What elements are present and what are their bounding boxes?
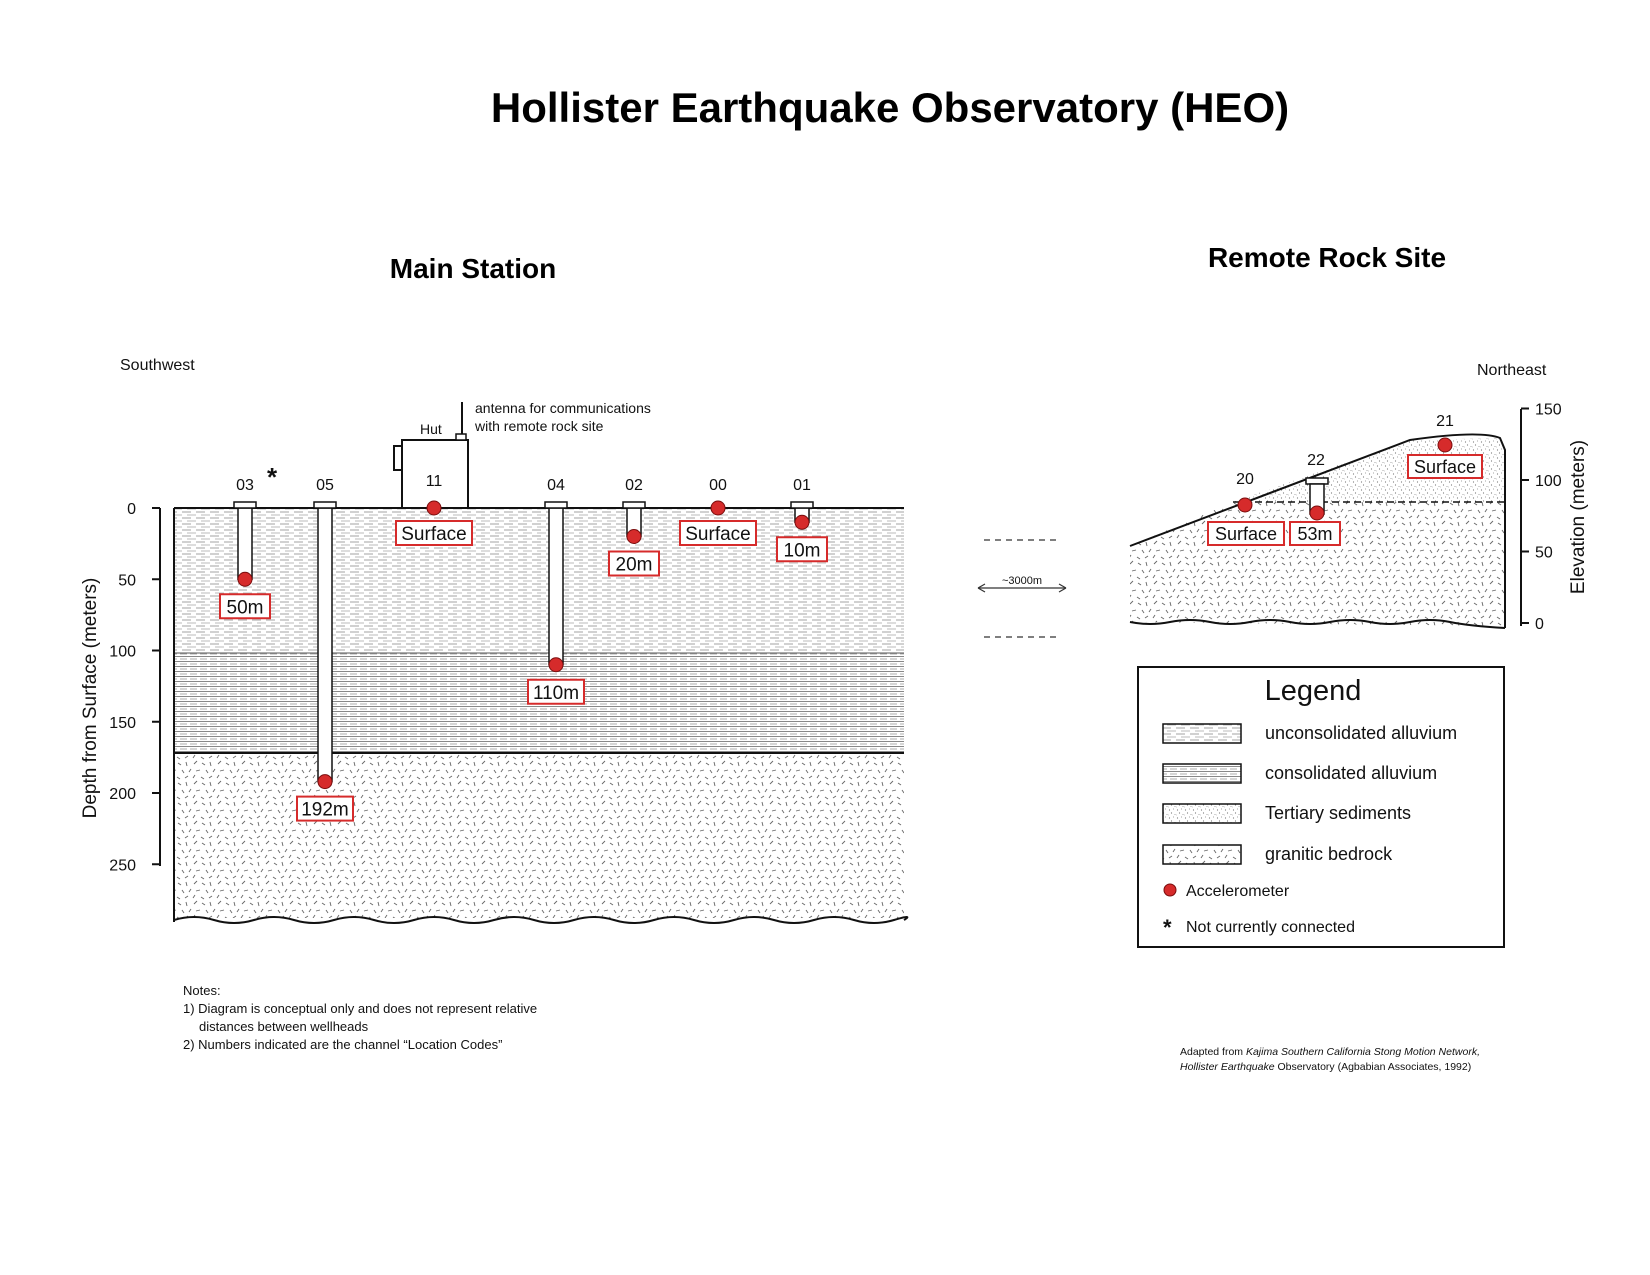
not-connected-asterisk-icon: * bbox=[267, 462, 278, 492]
svg-text:Adapted from Kajima Southern C bbox=[1180, 1046, 1480, 1058]
station-22-label: 53m bbox=[1297, 524, 1333, 544]
antenna-note-line1: antenna for communications bbox=[475, 400, 651, 416]
depth-label: 110m bbox=[532, 682, 580, 704]
accelerometer-icon bbox=[238, 572, 252, 586]
well-code-label: 03 bbox=[236, 477, 254, 494]
accelerometer-icon bbox=[627, 530, 641, 544]
legend-label-accelerometer: Accelerometer bbox=[1186, 883, 1290, 900]
legend-accelerometer-icon bbox=[1164, 884, 1176, 896]
depth-axis bbox=[80, 501, 160, 874]
depth-label: 20m bbox=[615, 554, 653, 576]
unconsolidated-alluvium-layer bbox=[174, 508, 904, 653]
antenna-note-line2: with remote rock site bbox=[475, 418, 604, 434]
borehole bbox=[318, 508, 332, 782]
remote-site-section bbox=[1130, 242, 1589, 633]
legend-label-unconsolidated: unconsolidated alluvium bbox=[1265, 723, 1458, 743]
legend-label-granite: granitic bedrock bbox=[1265, 844, 1393, 864]
notes-line2: 2) Numbers indicated are the channel “Location Codes” bbox=[183, 1037, 503, 1052]
accelerometer-icon bbox=[549, 658, 563, 672]
distance-label: ~3000m bbox=[1001, 575, 1043, 587]
wellhead bbox=[314, 502, 336, 508]
notes-heading: Notes: bbox=[183, 983, 221, 998]
legend-label-tertiary: Tertiary sediments bbox=[1265, 803, 1412, 823]
remote-site-title: Remote Rock Site bbox=[1207, 242, 1447, 273]
station-21-label: Surface bbox=[1413, 457, 1477, 477]
well-code-label: 04 bbox=[547, 477, 565, 494]
depth-tick-label: 0 bbox=[127, 501, 136, 518]
notes-line1: 1) Diagram is conceptual only and does not represent relative bbox=[183, 1001, 538, 1016]
depth-label: 192m bbox=[301, 799, 349, 821]
well-code-label: 11 bbox=[425, 473, 443, 490]
source-credit bbox=[1180, 1046, 1480, 1073]
credit-suffix2: Observatory (Agbabian Associates, 1992) bbox=[1274, 1061, 1472, 1073]
station-22-accelerometer-icon bbox=[1310, 506, 1324, 520]
borehole bbox=[549, 508, 563, 665]
credit-italic2: Hollister Earthquake bbox=[1180, 1061, 1275, 1073]
depth-label: 50m bbox=[226, 597, 264, 619]
depth-tick-label: 150 bbox=[109, 714, 136, 732]
depth-label: Surface bbox=[401, 524, 467, 545]
legend-swatch-granite bbox=[1163, 845, 1241, 864]
legend-title: Legend bbox=[1264, 675, 1362, 707]
depth-tick-label: 100 bbox=[109, 643, 136, 661]
distance-marker bbox=[978, 540, 1066, 637]
main-station-title: Main Station bbox=[389, 253, 557, 284]
notes bbox=[183, 983, 537, 1052]
notes-line1b: distances between wellheads bbox=[199, 1019, 369, 1034]
elevation-tick-label: 100 bbox=[1535, 473, 1562, 490]
legend-swatch-consolidated bbox=[1163, 764, 1241, 783]
hut bbox=[394, 400, 651, 508]
accelerometer-icon bbox=[318, 775, 332, 789]
legend-swatch-unconsolidated bbox=[1163, 724, 1241, 743]
well-code-label: 01 bbox=[793, 477, 811, 494]
station-20-accelerometer-icon bbox=[1238, 498, 1252, 512]
elevation-axis bbox=[1521, 402, 1589, 634]
elevation-axis-label: Elevation (meters) bbox=[1568, 439, 1589, 595]
southwest-label: Southwest bbox=[120, 357, 195, 374]
depth-tick-label: 250 bbox=[109, 857, 136, 875]
main-station-section bbox=[80, 253, 910, 944]
station-21-code: 21 bbox=[1436, 413, 1454, 430]
well-code-label: 02 bbox=[625, 477, 643, 494]
elevation-tick-label: 150 bbox=[1535, 401, 1562, 419]
station-20-code: 20 bbox=[1236, 471, 1254, 488]
depth-axis-label: Depth from Surface (meters) bbox=[80, 577, 101, 819]
station-22-code: 22 bbox=[1307, 452, 1325, 469]
accelerometer-icon bbox=[711, 501, 725, 515]
depth-tick-label: 200 bbox=[109, 786, 136, 803]
svg-text:Hollister Earthquake Observato bbox=[1180, 1061, 1471, 1073]
wellhead bbox=[623, 502, 645, 508]
remote-bedrock bbox=[1130, 502, 1505, 626]
well-code-label: 05 bbox=[316, 477, 334, 494]
legend-swatch-tertiary bbox=[1163, 804, 1241, 823]
depth-label: 10m bbox=[783, 540, 821, 562]
borehole bbox=[238, 508, 252, 579]
granitic-bedrock-layer bbox=[174, 753, 904, 918]
credit-prefix: Adapted from bbox=[1180, 1046, 1246, 1058]
wellhead bbox=[791, 502, 813, 508]
station-20-label: Surface bbox=[1214, 524, 1278, 544]
station-22-wellhead bbox=[1306, 478, 1328, 484]
accelerometer-icon bbox=[427, 501, 441, 515]
elevation-tick-label: 50 bbox=[1535, 544, 1553, 562]
station-21-accelerometer-icon bbox=[1438, 438, 1452, 452]
legend-label-consolidated: consolidated alluvium bbox=[1265, 763, 1438, 783]
credit-italic1: Kajima Southern California Stong Motion Network, bbox=[1245, 1046, 1480, 1058]
legend bbox=[1138, 667, 1504, 947]
legend-label-not-connected: Not currently connected bbox=[1186, 919, 1355, 936]
accelerometer-icon bbox=[795, 515, 809, 529]
page-title: Hollister Earthquake Observatory (HEO) bbox=[490, 84, 1290, 131]
depth-tick-label: 50 bbox=[118, 572, 136, 590]
depth-label: Surface bbox=[685, 524, 751, 545]
wellhead bbox=[545, 502, 567, 508]
wellhead bbox=[234, 502, 256, 508]
well-code-label: 00 bbox=[709, 477, 727, 494]
elevation-tick-label: 0 bbox=[1535, 616, 1544, 633]
northeast-label: Northeast bbox=[1477, 362, 1547, 379]
hut-label: Hut bbox=[420, 421, 442, 437]
legend-asterisk-icon: * bbox=[1163, 915, 1172, 940]
